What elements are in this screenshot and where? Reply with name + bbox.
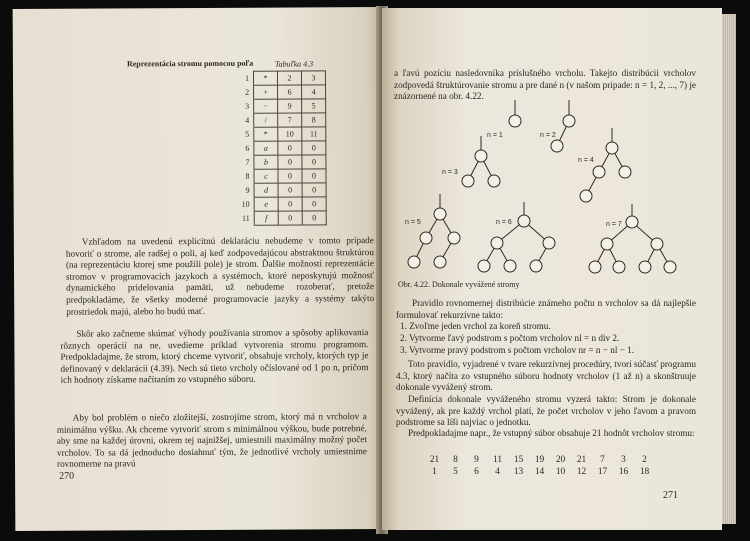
tree-label-n4: n = 4	[578, 157, 594, 164]
sequence-value: 8	[453, 455, 458, 465]
table-cell: 0	[302, 197, 326, 211]
balanced-trees-figure	[402, 96, 702, 278]
table-cell: a	[254, 141, 278, 155]
tree-node	[664, 261, 676, 273]
tree-label-n5: n = 5	[405, 219, 421, 226]
table-cell: 2	[277, 71, 301, 85]
table-row	[233, 169, 326, 183]
table-row	[234, 197, 327, 211]
tree-node	[488, 175, 500, 187]
table-cell: 8	[302, 113, 326, 127]
table-cell: c	[254, 169, 278, 183]
tree-node	[626, 216, 638, 228]
sequence-value: 10	[555, 467, 566, 477]
table-cell: /	[254, 113, 278, 127]
sequence-value: 17	[597, 467, 608, 477]
tree-node	[543, 237, 555, 249]
table-cell: 0	[278, 155, 302, 169]
tree-node	[448, 232, 460, 244]
table-cell: 0	[302, 183, 326, 197]
tree-label-n1: n = 1	[487, 132, 503, 139]
table-cell: 0	[302, 169, 326, 183]
row-index: 8	[233, 169, 254, 183]
row-index: 3	[233, 99, 254, 113]
paragraph-procedure: Toto pravidlo, vyjadrené v tvare rekurzívnej procedúry, tvorí súčasť programu 4.3, ktorý načíta zo vstupného súboru hodnoty vrcholov (1 až n) a skonštruuje dokonale vyvážený strom.	[396, 359, 696, 393]
table-cell: 6	[278, 85, 302, 99]
tree-node	[580, 190, 592, 202]
sequence-value: 4	[495, 467, 500, 477]
tree-label-n2: n = 2	[540, 132, 556, 139]
row-index: 6	[233, 141, 254, 155]
figure-caption: Obr. 4.22. Dokonale vyvážené stromy	[398, 280, 520, 289]
row-index: 10	[234, 197, 255, 211]
sequence-row-1	[424, 455, 655, 465]
sequence-value: 20	[555, 455, 566, 465]
table-cell: 0	[302, 141, 326, 155]
sequence-value: 18	[639, 467, 650, 477]
table-cell: +	[254, 85, 278, 99]
paragraph-definition: Definícia dokonale vyváženého stromu vyzerá takto: Strom je dokonale vyvážený, ak pre každý vrchol platí, že počet vrcholov v jeho ľavom a pravom podstrome sa líši najviac o jednotku.	[396, 394, 696, 428]
table-cell: 11	[302, 127, 326, 141]
sequence-value: 6	[474, 467, 479, 477]
table-cell: 0	[278, 197, 302, 211]
table-row	[234, 211, 327, 225]
tree-node	[491, 237, 503, 249]
sequence-value: 21	[429, 455, 440, 465]
table-cell: 0	[302, 211, 326, 225]
row-index: 11	[234, 211, 255, 225]
sequence-value: 9	[474, 455, 479, 465]
tree-node	[478, 260, 490, 272]
sequence-value: 7	[600, 455, 605, 465]
table-cell: 10	[278, 127, 302, 141]
tree-node	[509, 115, 521, 127]
tree-node	[639, 261, 651, 273]
rule-2: 2. Vytvorme ľavý podstrom s počtom vrcholov nl = n div 2.	[400, 333, 620, 343]
tree-node	[530, 260, 542, 272]
sequence-value: 14	[534, 467, 545, 477]
sequence-value: 21	[576, 455, 587, 465]
table-cell: 0	[302, 155, 326, 169]
tree-node	[462, 175, 474, 187]
table-cell: 0	[278, 141, 302, 155]
paragraph-intro: a ľavú pozíciu nasledovníka príslušného vrcholu. Takejto distribúcii vrcholov zodpovedá štruktúrovanie stromu a pre dané n (v našom prípade: n = 1, 2, ..., 7) je znázornené na obr. 4.22.	[394, 68, 696, 102]
table-cell: *	[253, 71, 277, 85]
table-cell: e	[254, 197, 278, 211]
sequence-value: 2	[642, 455, 647, 465]
tree-node	[563, 115, 575, 127]
table-row	[233, 71, 326, 85]
table-row	[233, 127, 326, 141]
table-cell: *	[254, 127, 278, 141]
tree-node	[651, 238, 663, 250]
table-cell: 3	[301, 71, 325, 85]
table-row	[233, 155, 326, 169]
tree-node	[589, 261, 601, 273]
page-number-right: 271	[663, 490, 678, 501]
table-row	[233, 85, 326, 99]
tree-node	[593, 166, 605, 178]
tree-node	[613, 261, 625, 273]
tree-node	[606, 142, 618, 154]
table-cell: 4	[302, 85, 326, 99]
table-row	[233, 141, 326, 155]
tree-node	[518, 215, 530, 227]
tree-node	[434, 256, 446, 268]
sequence-value: 19	[534, 455, 545, 465]
table-row	[233, 99, 326, 113]
row-index: 9	[234, 183, 255, 197]
rule-1: 1. Zvoľme jeden vrchol za koreň stromu.	[400, 321, 551, 331]
left-page	[13, 7, 384, 531]
sequence-value: 11	[492, 455, 503, 465]
paragraph-3: Aby bol problém o niečo zložitejší, zostrojíme strom, ktorý má n vrcholov a minimálnu výšku. Ak chceme vytvoriť strom s minimálnou výškou, bude potrebné, aby sme na každej úrovni, okrem tej najnižšej, umiestnili maximálny možný počet vrcholov. To sa dá jednoducho dosiahnuť tým, že jednotlivé vrcholy umiestnime rovnomerne na pravú	[56, 411, 367, 470]
table-cell: d	[254, 183, 278, 197]
paragraph-2: Skôr ako začneme skúmať výhody používania stromov a spôsoby aplikovania rôznych operácií na ne, uvedieme príklad vytvorenia stromu programom. Predpokladajme, že strom, ktorý chceme vytvoriť, obsahuje vrcholy, ktorých typ je definovaný v deklarácii (4.39). Nech sú tieto vrcholy očíslované od 1 po n, pričom ich hodnoty získame načítaním zo vstupného súboru.	[60, 327, 369, 386]
rule-3: 3. Vytvorme pravý podstrom s počtom vrcholov nr = n − nl − 1.	[400, 345, 635, 355]
table-cell: b	[254, 155, 278, 169]
sequence-value: 5	[453, 467, 458, 477]
sequence-value: 3	[621, 455, 626, 465]
tree-node	[475, 150, 487, 162]
table-row	[234, 183, 327, 197]
table-cell: −	[254, 99, 278, 113]
tree-node	[504, 260, 516, 272]
sequence-value: 16	[618, 467, 629, 477]
row-index: 5	[233, 127, 254, 141]
table-cell: 0	[278, 183, 302, 197]
table-cell: 7	[278, 113, 302, 127]
array-table	[233, 70, 327, 225]
tree-node	[408, 256, 420, 268]
row-index: 7	[233, 155, 254, 169]
row-index: 1	[233, 71, 254, 85]
page-edges	[722, 14, 736, 524]
paragraph-rule-intro: Pravidlo rovnomernej distribúcie známeho počtu n vrcholov sa dá najlepšie formulovať rekurzívne takto:	[396, 298, 696, 320]
tree-node	[434, 208, 446, 220]
table-cell: 0	[278, 169, 302, 183]
page-number-left: 270	[59, 470, 75, 482]
row-index: 4	[233, 113, 254, 127]
tree-label-n6: n = 6	[496, 219, 512, 226]
table-row	[233, 113, 326, 127]
sequence-row-2	[424, 467, 655, 477]
tree-node	[551, 140, 563, 152]
tree-label-n3: n = 3	[442, 169, 458, 176]
sequence-value: 1	[432, 467, 437, 477]
sequence-value: 15	[513, 455, 524, 465]
tree-node	[601, 238, 613, 250]
tree-node	[619, 166, 631, 178]
table-title: Reprezentácia stromu pomocou poľa	[126, 58, 254, 69]
table-cell: f	[254, 211, 278, 225]
row-index: 2	[233, 85, 254, 99]
tree-label-n7: n = 7	[606, 221, 622, 228]
sequence-value: 12	[576, 467, 587, 477]
table-cell: 5	[302, 99, 326, 113]
sequence-value: 13	[513, 467, 524, 477]
table-label: Tabuľka 4.3	[274, 59, 314, 69]
table-cell: 9	[278, 99, 302, 113]
tree-node	[420, 232, 432, 244]
paragraph-input: Predpokladajme napr., že vstupný súbor obsahuje 21 hodnôt vrcholov stromu:	[408, 428, 695, 438]
paragraph-1: Vzhľadom na uvedenú explicitnú deklaráciu nebudeme v tomto prípade hovoriť o strome, ale radšej o poli, aj keď zodpovedajúcou abstraktnou štruktúrou (na reprezentáciu ktorej sme použili pole) je strom. Ďalšie možnosti reprezentácie stromov v programovacích jazykoch a systémoch, ktoré neposkytujú možnosť dynamického pridelovania pamäti, už nebudeme rozoberať, pretože predpokladáme, že všetky moderné programovacie jazyky a systémy takýto prostriedok majú, alebo ho budú mať.	[65, 235, 375, 317]
table-cell: 0	[278, 211, 302, 225]
